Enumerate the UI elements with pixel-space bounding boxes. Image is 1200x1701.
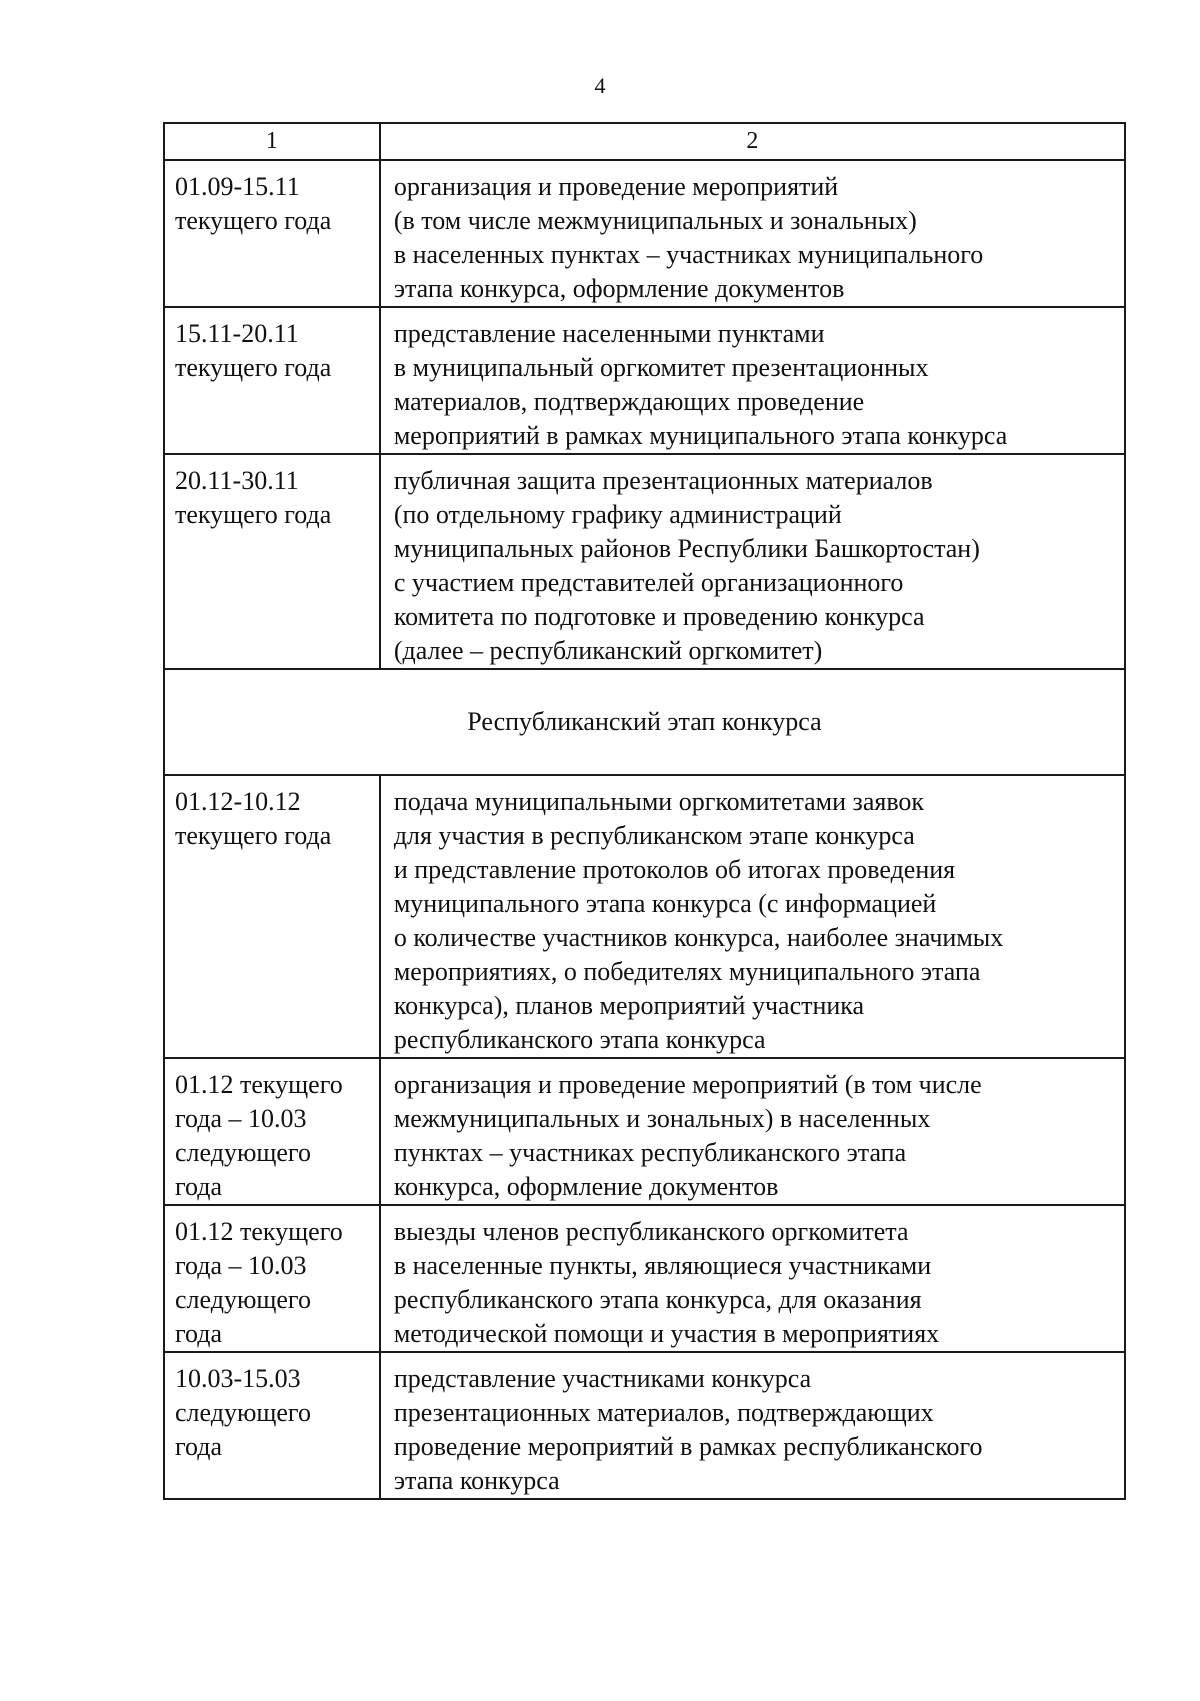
schedule-table-body bbox=[164, 123, 1125, 1499]
activity-line: в населенные пункты, являющиеся участниками bbox=[393, 1251, 932, 1280]
activity-line: (далее – республиканский оргкомитет) bbox=[393, 636, 823, 665]
column-header-1: 1 bbox=[164, 123, 380, 160]
activity-line: и представление протоколов об итогах проведения bbox=[393, 855, 956, 884]
activity-cell bbox=[380, 1058, 1125, 1205]
activity-line: для участия в республиканском этапе конкурса bbox=[393, 821, 915, 850]
activity-line: муниципальных районов Республики Башкортостан) bbox=[393, 534, 980, 563]
period-line: текущего года bbox=[175, 500, 332, 529]
period-cell bbox=[164, 160, 380, 307]
activity-line: этапа конкурса, оформление документов bbox=[393, 274, 845, 303]
period-cell bbox=[164, 454, 380, 669]
table-row bbox=[164, 160, 1125, 307]
period-cell bbox=[164, 775, 380, 1058]
schedule-table bbox=[163, 122, 1126, 1500]
activity-line: мероприятий в рамках муниципального этапа конкурса bbox=[393, 421, 1008, 450]
table-row bbox=[164, 454, 1125, 669]
period-line: года bbox=[175, 1432, 223, 1461]
period-line: текущего года bbox=[175, 821, 332, 850]
period-line: года bbox=[175, 1319, 223, 1348]
activity-line: в муниципальный оргкомитет презентационных bbox=[393, 353, 929, 382]
activity-line: организация и проведение мероприятий bbox=[393, 172, 839, 201]
period-line: 01.12-10.12 bbox=[175, 787, 301, 816]
activity-cell bbox=[380, 1352, 1125, 1499]
activity-line: (в том числе межмуниципальных и зональных) bbox=[393, 206, 917, 235]
activity-line: республиканского этапа конкурса, для оказания bbox=[393, 1285, 922, 1314]
activity-cell bbox=[380, 775, 1125, 1058]
activity-line: с участием представителей организационного bbox=[393, 568, 904, 597]
period-cell bbox=[164, 1058, 380, 1205]
period-line: года bbox=[175, 1172, 223, 1201]
period-line: 20.11-30.11 bbox=[175, 466, 299, 495]
period-line: 15.11-20.11 bbox=[175, 319, 299, 348]
activity-cell bbox=[380, 1205, 1125, 1352]
activity-line: методической помощи и участия в мероприятиях bbox=[393, 1319, 940, 1348]
period-cell bbox=[164, 1352, 380, 1499]
section-heading: Республиканский этап конкурса bbox=[164, 669, 1125, 775]
section-heading-row bbox=[164, 669, 1125, 775]
activity-line: выезды членов республиканского оргкомитета bbox=[393, 1217, 909, 1246]
period-line: следующего bbox=[175, 1138, 311, 1167]
page-number: 4 bbox=[594, 73, 606, 98]
column-header-2: 2 bbox=[380, 123, 1125, 160]
activity-line: конкурса, оформление документов bbox=[393, 1172, 779, 1201]
activity-cell bbox=[380, 307, 1125, 454]
period-line: 10.03-15.03 bbox=[175, 1364, 301, 1393]
activity-line: межмуниципальных и зональных) в населенных bbox=[393, 1104, 931, 1133]
table-row bbox=[164, 307, 1125, 454]
activity-line: мероприятиях, о победителях муниципального этапа bbox=[393, 957, 981, 986]
activity-line: подача муниципальными оргкомитетами заявок bbox=[393, 787, 925, 816]
activity-line: конкурса), планов мероприятий участника bbox=[393, 991, 865, 1020]
period-line: 01.09-15.11 bbox=[175, 172, 300, 201]
table-row bbox=[164, 1058, 1125, 1205]
period-line: года – 10.03 bbox=[175, 1104, 307, 1133]
table-row bbox=[164, 775, 1125, 1058]
activity-line: публичная защита презентационных материалов bbox=[393, 466, 933, 495]
activity-line: о количестве участников конкурса, наиболее значимых bbox=[393, 923, 1004, 952]
activity-line: комитета по подготовке и проведению конкурса bbox=[393, 602, 925, 631]
activity-line: (по отдельному графику администраций bbox=[393, 500, 842, 529]
activity-line: проведение мероприятий в рамках республиканского bbox=[393, 1432, 983, 1461]
table-row bbox=[164, 1352, 1125, 1499]
period-line: 01.12 текущего bbox=[175, 1217, 343, 1246]
period-line: текущего года bbox=[175, 206, 332, 235]
period-line: текущего года bbox=[175, 353, 332, 382]
period-cell bbox=[164, 307, 380, 454]
table-row bbox=[164, 1205, 1125, 1352]
activity-line: пунктах – участниках республиканского этапа bbox=[393, 1138, 907, 1167]
activity-line: организация и проведение мероприятий (в том числе bbox=[393, 1070, 982, 1099]
activity-line: представление участниками конкурса bbox=[393, 1364, 812, 1393]
activity-line: представление населенными пунктами bbox=[393, 319, 825, 348]
activity-line: республиканского этапа конкурса bbox=[393, 1025, 766, 1054]
activity-cell bbox=[380, 160, 1125, 307]
activity-cell bbox=[380, 454, 1125, 669]
period-cell bbox=[164, 1205, 380, 1352]
activity-line: материалов, подтверждающих проведение bbox=[393, 387, 865, 416]
activity-line: муниципального этапа конкурса (с информацией bbox=[393, 889, 937, 918]
period-line: следующего bbox=[175, 1285, 311, 1314]
activity-line: этапа конкурса bbox=[393, 1466, 560, 1495]
period-line: года – 10.03 bbox=[175, 1251, 307, 1280]
period-line: 01.12 текущего bbox=[175, 1070, 343, 1099]
activity-line: презентационных материалов, подтверждающих bbox=[393, 1398, 934, 1427]
period-line: следующего bbox=[175, 1398, 311, 1427]
table-header-row bbox=[164, 123, 1125, 160]
activity-line: в населенных пунктах – участниках муниципального bbox=[393, 240, 984, 269]
